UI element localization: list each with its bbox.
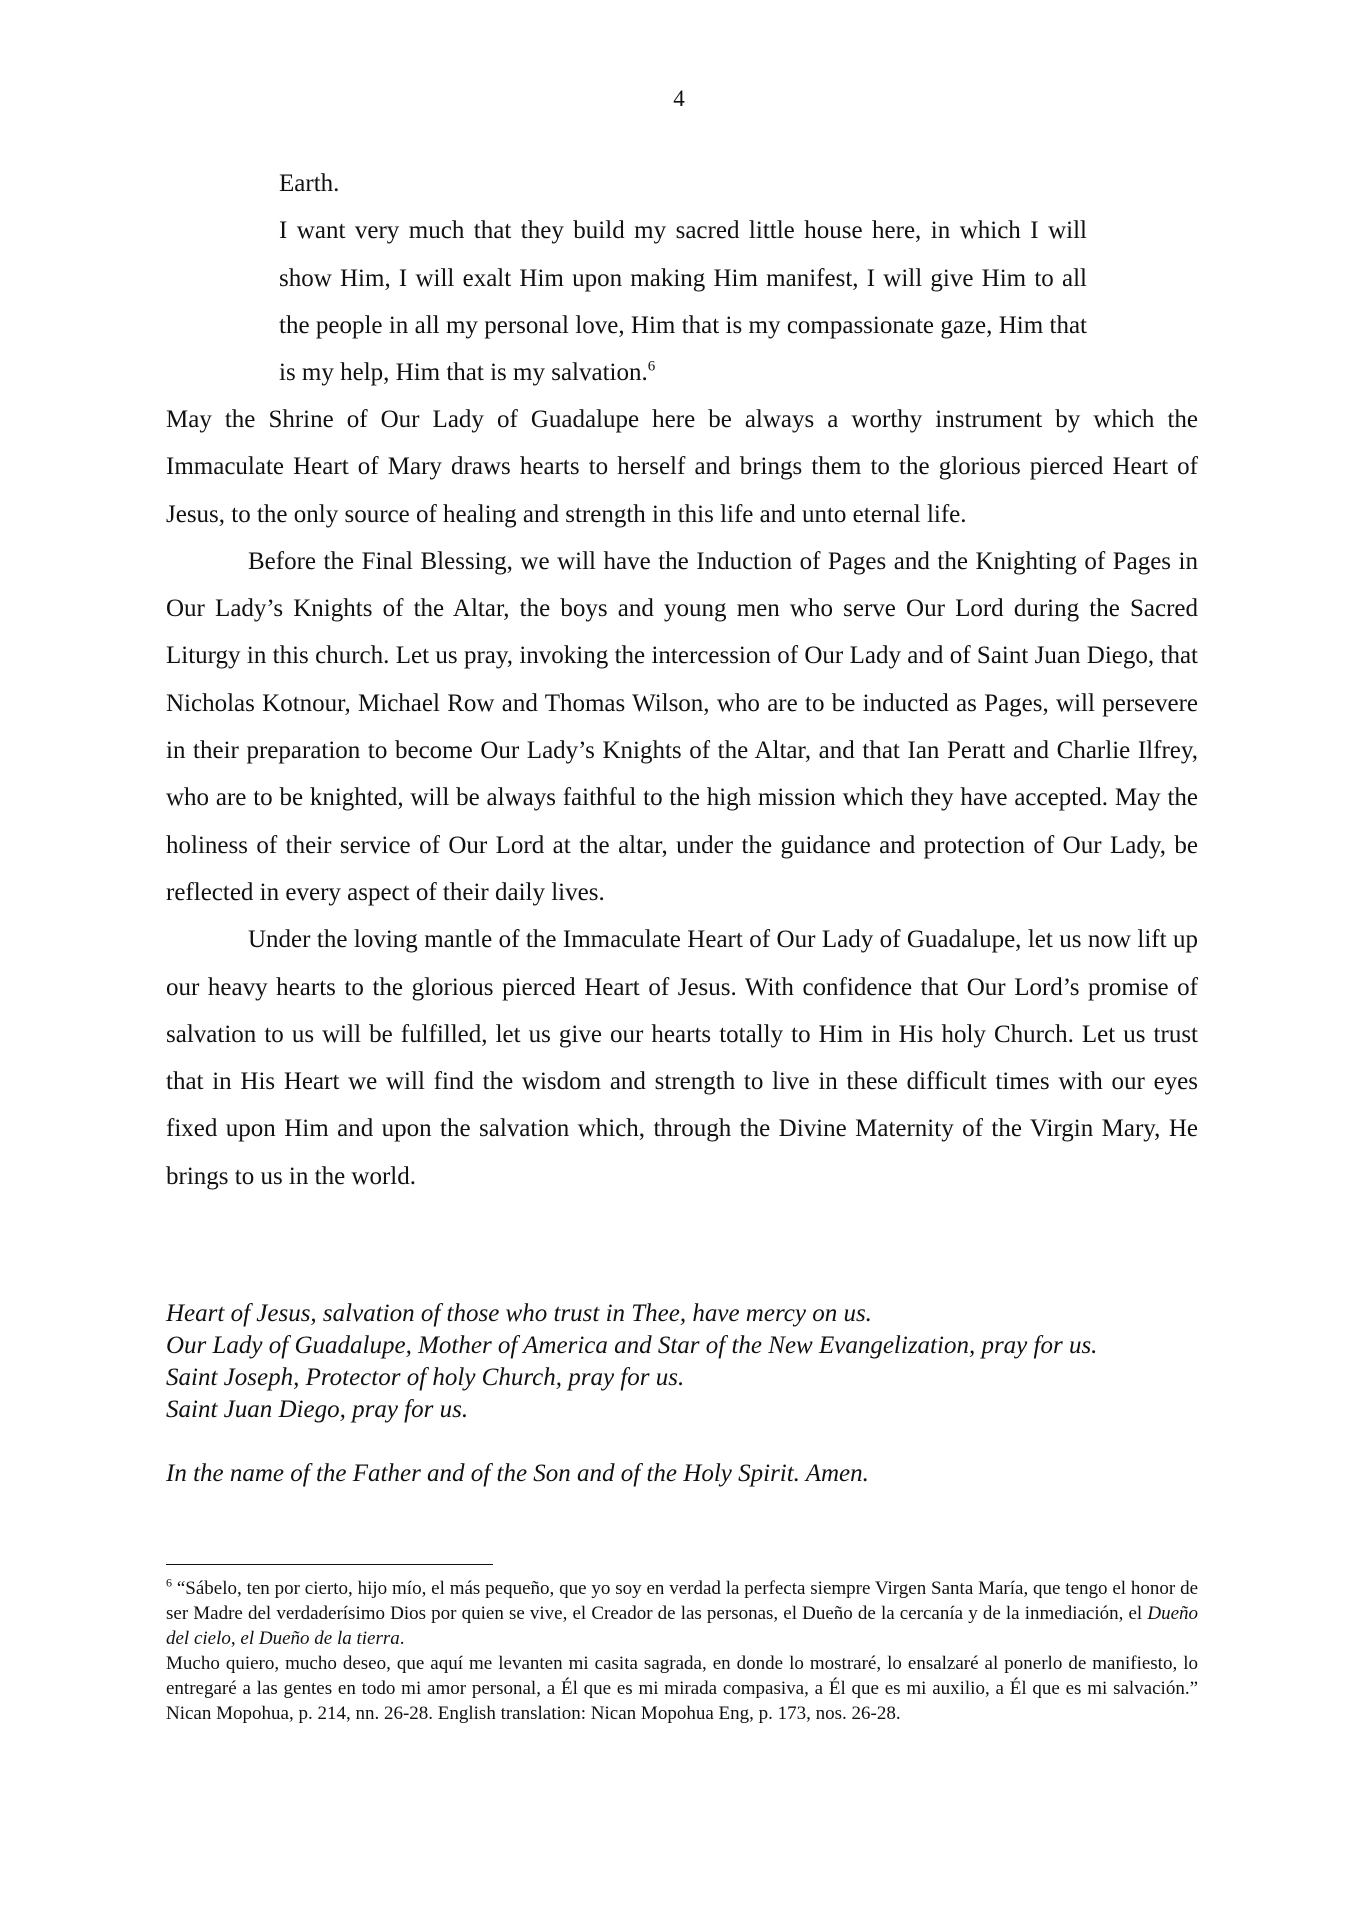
body-text <box>166 396 1198 1200</box>
footnote-divider <box>166 1564 493 1565</box>
footnote-paragraph: Mucho quiero, mucho deseo, que aquí me levanten mi casita sagrada, en donde lo mostraré, lo ensalzaré al ponerlo de manifiesto, lo entregaré a las gentes en todo mi amor personal, a Él que es mi mirada compasiva, a Él que es mi auxilio, a Él que es mi salvación.” Nican Mopohua, p. 214, nn. 26-28. English translation: Nican Mopohua Eng, p. 173, nos. 26-28. <box>166 1653 1198 1724</box>
prayer-invocations <box>166 1298 1226 1426</box>
footnote-paragraph <box>166 1576 1198 1651</box>
footnote-separator: , <box>230 1628 241 1649</box>
quote-first-line: Earth. <box>279 170 340 197</box>
paragraph: Before the Final Blessing, we will have the Induction of Pages and the Knighting of Pages in Our Lady’s Knights of the Altar, the boys and young men who serve Our Lord during the Sacred Liturgy in this church. Let us pray, invoking the intercession of Our Lady and of Saint Juan Diego, that Nicholas Kotnour, Michael Row and Thomas Wilson, who are to be inducted as Pages, will persevere in their preparation to become Our Lady’s Knights of the Altar, and that Ian Peratt and Charlie Ilfrey, who are to be knighted, will be always faithful to the high mission which they have accepted. May the holiness of their service of Our Lord at the altar, under the guidance and protection of Our Lady, be reflected in every aspect of their daily lives. <box>166 547 1198 906</box>
paragraph: Under the loving mantle of the Immaculate Heart of Our Lady of Guadalupe, let us now lift up our heavy hearts to the glorious pierced Heart of Jesus. With confidence that Our Lord’s promise of salvation to us will be fulfilled, let us give our hearts totally to Him in His holy Church. Let us trust that in His Heart we will find the wisdom and strength to live in these difficult times with our eyes fixed upon Him and upon the salvation which, through the Divine Maternity of the Virgin Mary, He brings to us in the world. <box>166 926 1198 1190</box>
block-quote <box>279 160 1087 396</box>
quote-body: I want very much that they build my sacred little house here, in which I will show Him, I will exalt Him upon making Him manifest, I will give Him to all the people in all my personal love, Him that is my compassionate gaze, Him that is my help, Him that is my salvation. <box>279 217 1087 387</box>
footnote-italic: el Dueño de la tierra <box>240 1628 400 1649</box>
closing-blessing: In the name of the Father and of the Son and of the Holy Spirit. Amen. <box>166 1460 869 1487</box>
footnote <box>166 1576 1198 1726</box>
page-number: 4 <box>673 86 685 111</box>
prayer-line: Saint Joseph, Protector of holy Church, pray for us. <box>166 1364 685 1391</box>
footnote-period: . <box>399 1628 405 1649</box>
prayer-line: Heart of Jesus, salvation of those who trust in Thee, have mercy on us. <box>166 1300 872 1327</box>
footnote-number: 6 <box>166 1575 172 1590</box>
footnote-italic: Dueño del cielo <box>166 1603 1198 1649</box>
prayer-line: Our Lady of Guadalupe, Mother of America and Star of the New Evangelization, pray for us. <box>166 1332 1098 1359</box>
footnote-text: “Sábelo, ten por cierto, hijo mío, el más pequeño, que yo soy en verdad la perfecta siempre Virgen Santa María, que tengo el honor de ser Madre del verdaderísimo Dios por quien se vive, el Creador de las personas, el Dueño de la cercanía y de la inmediación, el <box>166 1578 1199 1624</box>
prayer-line: Saint Juan Diego, pray for us. <box>166 1396 469 1423</box>
footnote-reference: 6 <box>647 358 656 375</box>
paragraph: May the Shrine of Our Lady of Guadalupe here be always a worthy instrument by which the Immaculate Heart of Mary draws hearts to herself and brings them to the glorious pierced Heart of Jesus, to the only source of healing and strength in this life and unto eternal life. <box>166 406 1198 528</box>
quote-text <box>279 207 1087 396</box>
